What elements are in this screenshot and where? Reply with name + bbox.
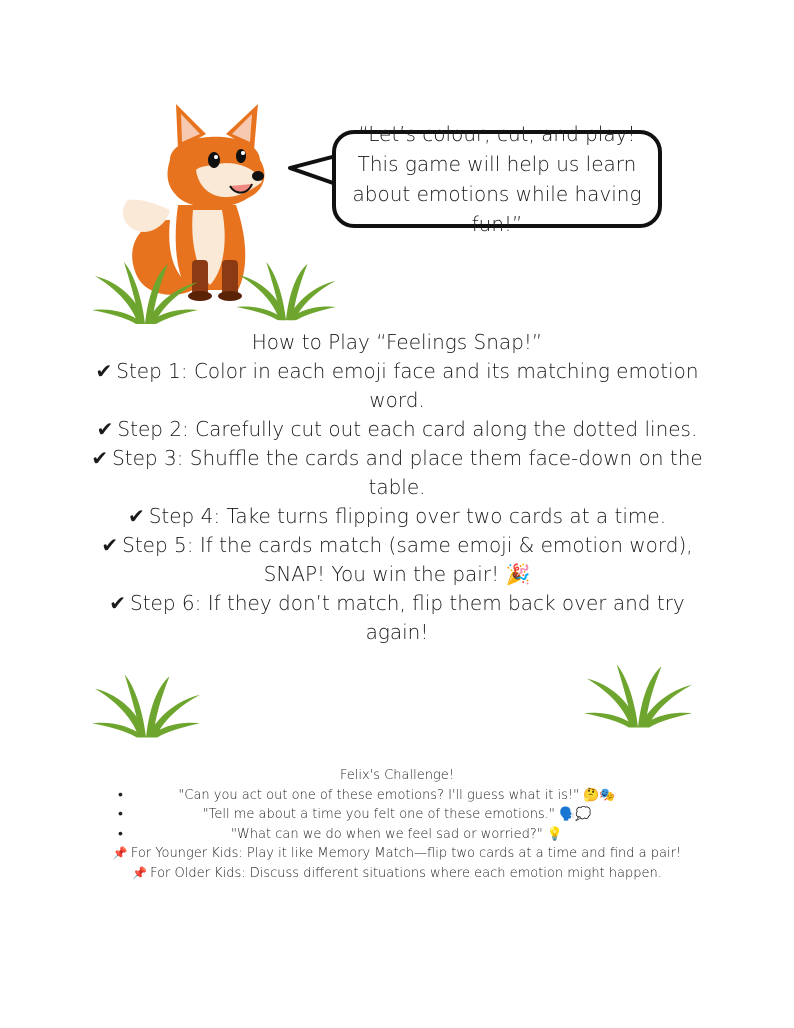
checkmark-icon: ✔	[109, 591, 126, 615]
step-item	[90, 444, 704, 502]
step-text: Step 6: If they don’t match, flip them back over and try again!	[130, 591, 685, 644]
step-item	[90, 502, 704, 531]
step-item	[90, 357, 704, 415]
speech-bubble-tail	[286, 150, 338, 190]
tip-text: For Younger Kids: Play it like Memory Match—flip two cards at a time and find a pair!	[130, 846, 682, 861]
step-item	[90, 589, 704, 647]
checkmark-icon: ✔	[127, 504, 145, 528]
step-item	[90, 531, 704, 589]
challenge-prompt: "Can you act out one of these emotions? I'll guess what it is!" 🤔🎭	[178, 787, 616, 803]
grass-tuft-icon	[234, 262, 338, 322]
tip-text: For Older Kids: Discuss different situations where each emotion might happen.	[150, 865, 662, 881]
step-text: Step 5: If the cards match (same emoji & emotion word), SNAP! You win the pair! 🎉	[122, 533, 693, 586]
checkmark-icon: ✔	[101, 533, 119, 557]
step-text: Step 3: Shuffle the cards and place them face-down on the table.	[112, 446, 703, 499]
how-to-play-title: How to Play “Feelings Snap!”	[251, 330, 543, 354]
challenge-prompt: "What can we do when we feel sad or worried?" 💡	[230, 826, 564, 842]
challenge-prompt-list	[90, 786, 704, 845]
grass-tuft-icon	[90, 262, 200, 326]
list-item	[90, 825, 704, 845]
pushpin-icon: 📌	[112, 846, 128, 860]
list-item	[90, 805, 704, 825]
grass-tuft-icon	[90, 674, 202, 740]
bullet-icon: •	[118, 786, 123, 803]
challenge-title: Felix's Challenge!	[340, 768, 454, 783]
step-text: Step 4: Take turns flipping over two cards at a time.	[148, 504, 667, 528]
pushpin-icon: 📌	[132, 865, 148, 880]
checkmark-icon: ✔	[96, 417, 114, 441]
step-text: Step 2: Carefully cut out each card along the dotted lines.	[117, 417, 698, 441]
challenge-section	[90, 766, 704, 883]
list-item	[90, 786, 704, 806]
challenge-prompt: "Tell me about a time you felt one of these emotions." 🗣️💭	[202, 807, 592, 822]
checkmark-icon: ✔	[91, 446, 109, 470]
bullet-icon: •	[118, 825, 123, 842]
bullet-icon: •	[118, 806, 123, 822]
grass-tuft-icon	[582, 664, 694, 730]
how-to-play-section	[90, 328, 704, 647]
checkmark-icon: ✔	[95, 359, 113, 383]
step-item	[90, 415, 704, 444]
tip-older-kids	[90, 864, 704, 884]
step-text: Step 1: Color in each emoji face and its matching emotion word.	[116, 359, 699, 412]
speech-bubble	[332, 122, 662, 236]
tip-younger-kids	[90, 844, 704, 864]
speech-bubble-text: “Let’s colour, cut, and play! This game will help us learn about emotions while having fun!”	[352, 122, 642, 236]
